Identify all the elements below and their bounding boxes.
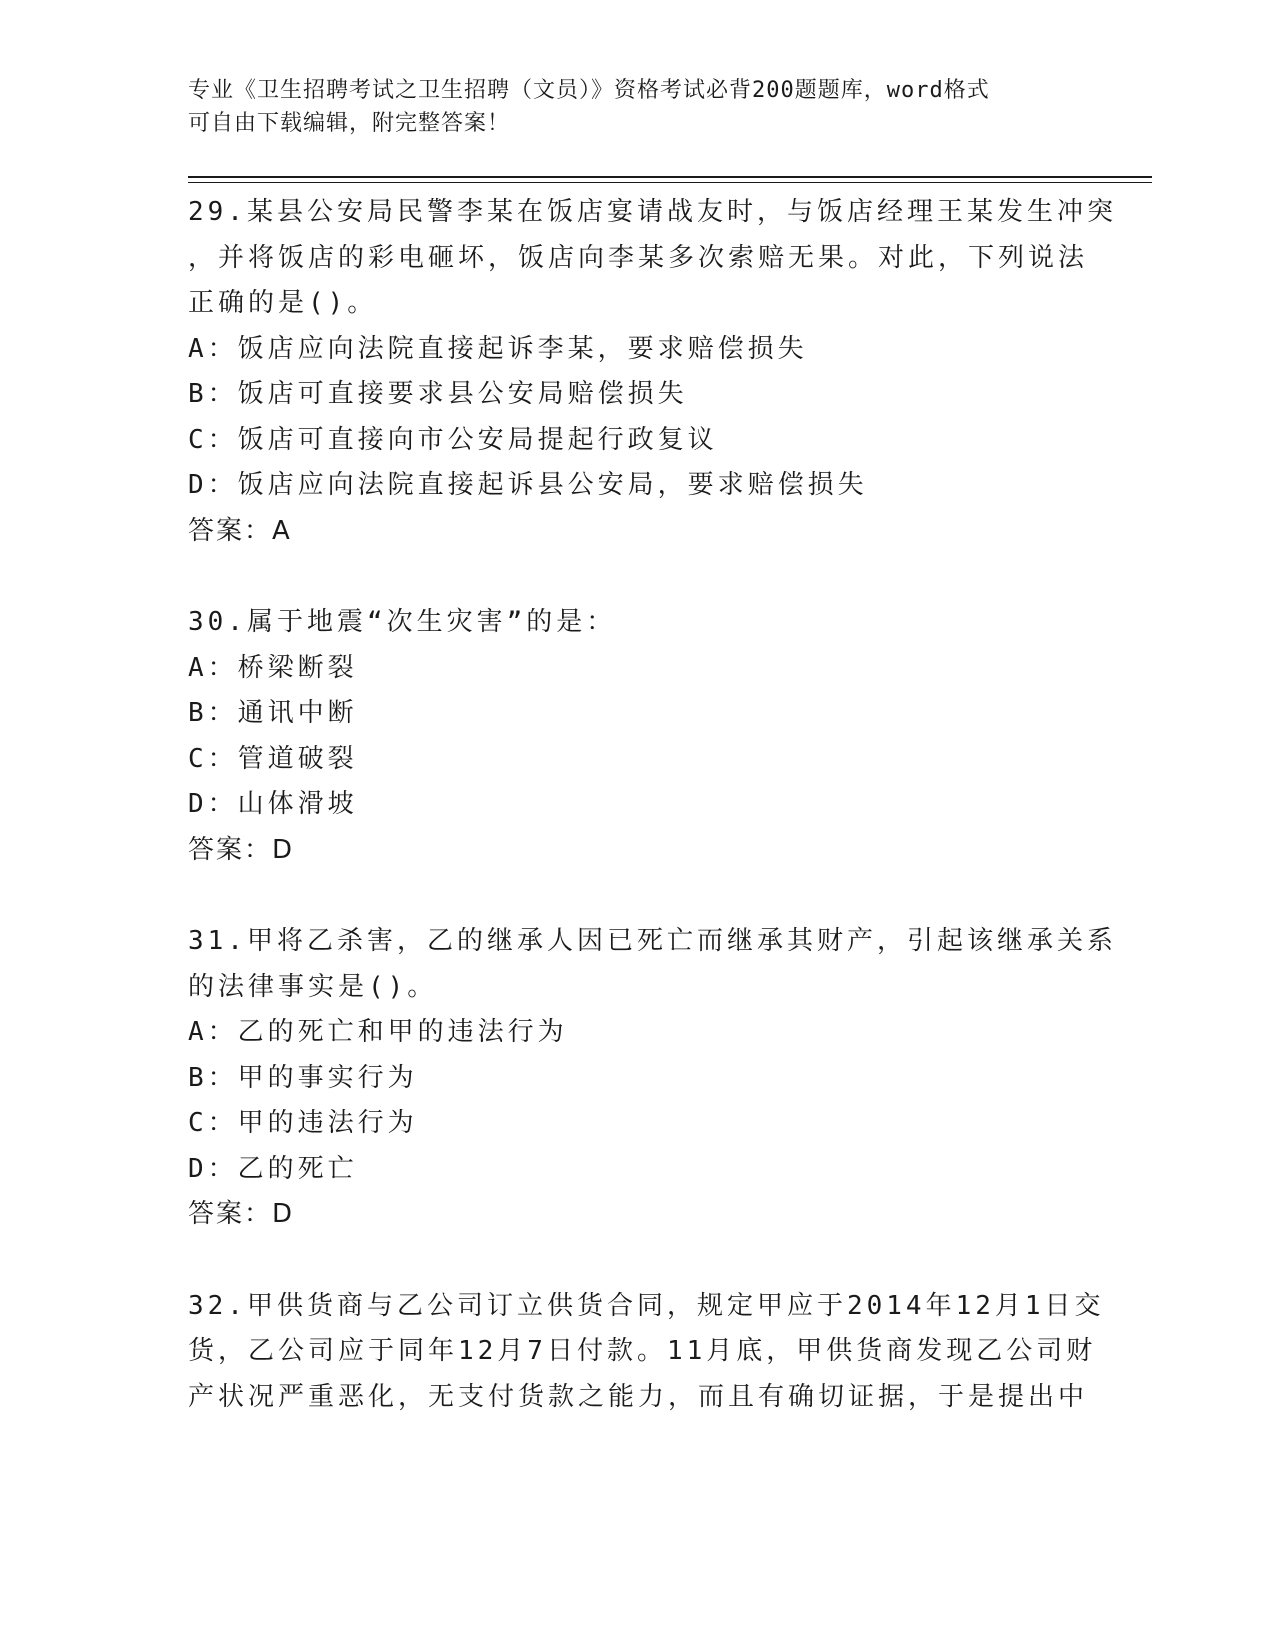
option-d: D：山体滑坡 (188, 789, 358, 819)
question-29 (188, 190, 1117, 554)
header-line-1: 专业《卫生招聘考试之卫生招聘（文员）》资格考试必背200题题库，word格式 (188, 78, 990, 103)
header-rule-thick (188, 176, 1152, 178)
document-header (188, 74, 1088, 140)
question-stem-line: 产状况严重恶化，无支付货款之能力，而且有确切证据，于是提出中 (188, 1381, 1089, 1412)
question-31 (188, 919, 1117, 1238)
answer-label: 答案：D (188, 834, 295, 865)
option-c: C：甲的违法行为 (188, 1108, 418, 1138)
question-list (188, 190, 1117, 1466)
option-c: C：管道破裂 (188, 743, 358, 774)
question-stem-line: 32.甲供货商与乙公司订立供货合同，规定甲应于2014年12月1日交 (188, 1290, 1105, 1321)
question-stem-line: 30.属于地震“次生灾害”的是： (188, 607, 617, 637)
header-line-2: 可自由下载编辑，附完整答案！ (188, 111, 511, 136)
question-stem-line: 31.甲将乙杀害，乙的继承人因已死亡而继承其财产，引起该继承关系 (188, 926, 1117, 956)
question-32 (188, 1284, 1105, 1421)
option-a: A：饭店应向法院直接起诉李某，要求赔偿损失 (188, 333, 808, 364)
option-b: B：通讯中断 (188, 698, 358, 728)
question-stem-line: ，并将饭店的彩电砸坏，饭店向李某多次索赔无果。对此，下列说法 (188, 242, 1089, 273)
option-b: B：甲的事实行为 (188, 1062, 418, 1093)
option-a: A：桥梁断裂 (188, 652, 358, 683)
header-rule-thin (188, 182, 1152, 183)
question-stem-line: 的法律事实是()。 (188, 971, 438, 1002)
question-stem-line: 货，乙公司应于同年12月7日付款。11月底，甲供货商发现乙公司财 (188, 1336, 1097, 1366)
option-b: B：饭店可直接要求县公安局赔偿损失 (188, 379, 688, 409)
option-c: C：饭店可直接向市公安局提起行政复议 (188, 424, 718, 455)
option-a: A：乙的死亡和甲的违法行为 (188, 1017, 568, 1047)
question-stem-line: 29.某县公安局民警李某在饭店宴请战友时，与饭店经理王某发生冲突 (188, 197, 1117, 227)
answer-label: 答案：A (188, 515, 292, 546)
option-d: D：乙的死亡 (188, 1153, 358, 1184)
option-d: D：饭店应向法院直接起诉县公安局，要求赔偿损失 (188, 470, 868, 500)
question-stem-line: 正确的是()。 (188, 288, 378, 318)
question-30 (188, 600, 1088, 873)
answer-label: 答案：D (188, 1199, 295, 1229)
